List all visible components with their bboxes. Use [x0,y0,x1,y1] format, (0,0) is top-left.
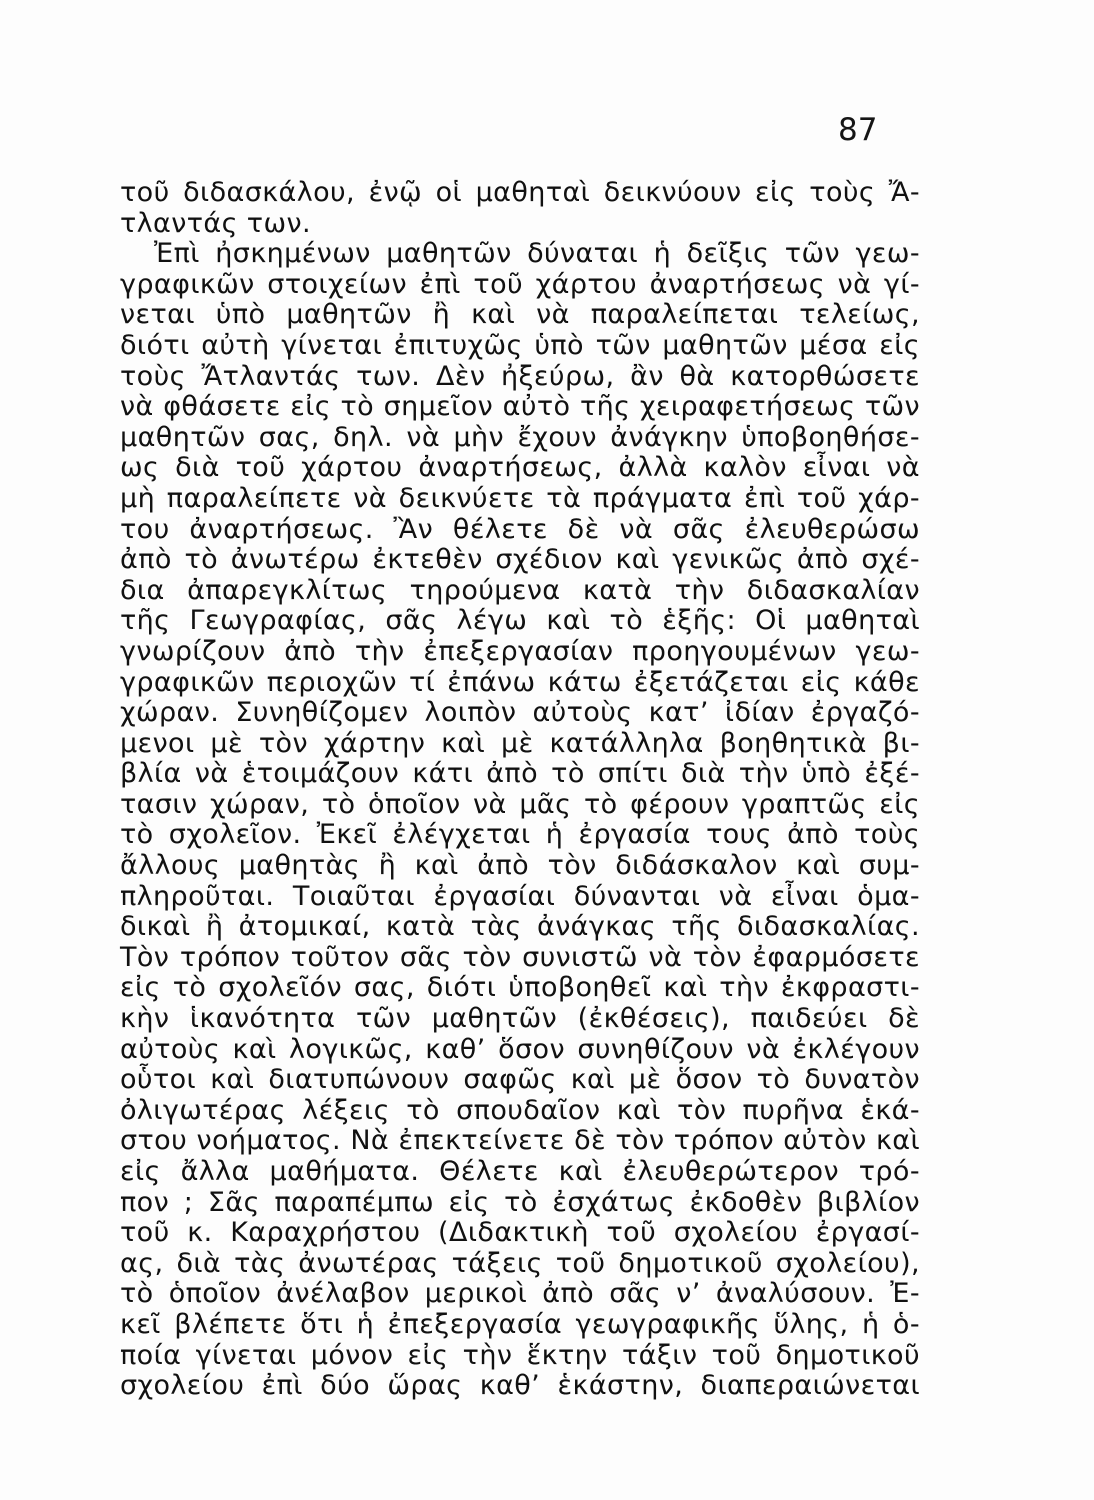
text-line: τασιν χώραν, τὸ ὁποῖον νὰ μᾶς τὸ φέρουν γραπτῶς εἰς [120,788,920,820]
text-line: δικαὶ ἢ ἀτομικαί, κατὰ τὰς ἀνάγκας τῆς διδασκαλίας. [120,911,920,943]
text-line: ως διὰ τοῦ χάρτου ἀναρτήσεως, ἀλλὰ καλὸν εἶναι νὰ [120,452,920,484]
text-line: γραφικῶν στοιχείων ἐπὶ τοῦ χάρτου ἀναρτήσεως νὰ γί- [120,268,920,300]
text-line: στου νοήματος. Νὰ ἐπεκτείνετε δὲ τὸν τρόπον αὐτὸν καὶ [120,1125,920,1157]
text-line: νεται ὑπὸ μαθητῶν ἢ καὶ νὰ παραλείπεται τελείως, [120,299,920,331]
text-line: κεῖ βλέπετε ὅτι ἡ ἐπεξεργασία γεωγραφικῆς ὕλης, ἡ ὁ- [120,1308,920,1340]
page-number: 87 [838,112,878,148]
text-line: κὴν ἱκανότητα τῶν μαθητῶν (ἐκθέσεις), παιδεύει δὲ [120,1003,920,1035]
text-line: εἰς ἄλλα μαθήματα. Θέλετε καὶ ἐλευθερώτερον τρό- [120,1156,920,1187]
text-line: Τὸν τρόπον τοῦτον σᾶς τὸν συνιστῶ νὰ τὸν ἐφαρμόσετε [120,941,920,973]
text-line: μενοι μὲ τὸν χάρτην καὶ μὲ κατάλληλα βοηθητικὰ βι- [120,727,920,759]
text-line: χώραν. Συνηθίζομεν λοιπὸν αὐτοὺς κατ’ ἰδίαν ἐργαζό- [120,697,920,729]
text-line: ἄλλους μαθητὰς ἢ καὶ ἀπὸ τὸν διδάσκαλον καὶ συμ- [120,850,920,882]
text-line: τῆς Γεωγραφίας, σᾶς λέγω καὶ τὸ ἑξῆς: Οἱ μαθηταὶ [120,605,920,637]
text-line: μὴ παραλείπετε νὰ δεικνύετε τὰ πράγματα ἐπὶ τοῦ χάρ- [120,482,920,514]
text-line: ἀπὸ τὸ ἀνωτέρω ἐκτεθὲν σχέδιον καὶ γενικῶς ἀπὸ σχέ- [120,544,920,576]
text-line: τοῦ κ. Καραχρήστου (Διδακτικὴ τοῦ σχολείου ἐργασί- [120,1217,920,1249]
text-line: βλία νὰ ἑτοιμάζουν κάτι ἀπὸ τὸ σπίτι διὰ τὴν ὑπὸ ἐξέ- [120,758,920,790]
text-line: δια ἀπαρεγκλίτως τηρούμενα κατὰ τὴν διδασκαλίαν [120,574,920,606]
text-line: τοῦ διδασκάλου, ἐνῷ οἱ μαθηταὶ δεικνύουν εἰς τοὺς Ἄ- [120,177,920,208]
text-line: τὸ σχολεῖον. Ἐκεῖ ἐλέγχεται ἡ ἐργασία τους ἀπὸ τοὺς [120,819,920,851]
text-line: Ἐπὶ ἠσκημένων μαθητῶν δύναται ἡ δεῖξις τῶν γεω- [154,238,920,270]
text-line: οὗτοι καὶ διατυπώνουν σαφῶς καὶ μὲ ὅσον τὸ δυνατὸν [120,1064,920,1096]
body-text [120,178,920,1402]
text-line: διότι αὐτὴ γίνεται ἐπιτυχῶς ὑπὸ τῶν μαθητῶν μέσα εἰς [120,329,920,361]
text-line: ποία γίνεται μόνον εἰς τὴν ἕκτην τάξιν τοῦ δημοτικοῦ [120,1339,920,1371]
text-line: του ἀναρτήσεως. Ἂν θέλετε δὲ νὰ σᾶς ἐλευθερώσω [120,513,920,545]
text-line: ας, διὰ τὰς ἀνωτέρας τάξεις τοῦ δημοτικοῦ σχολείου), [120,1247,920,1279]
text-line: μαθητῶν σας, δηλ. νὰ μὴν ἔχουν ἀνάγκην ὑποβοηθήσε- [120,421,920,453]
text-line: γνωρίζουν ἀπὸ τὴν ἐπεξεργασίαν προηγουμένων γεω- [120,635,920,667]
text-line: γραφικῶν περιοχῶν τί ἐπάνω κάτω ἐξετάζεται εἰς κάθε [120,666,920,698]
text-line: πον ; Σᾶς παραπέμπω εἰς τὸ ἐσχάτως ἐκδοθὲν βιβλίον [120,1186,920,1218]
text-line: αὐτοὺς καὶ λογικῶς, καθ’ ὅσον συνηθίζουν νὰ ἐκλέγουν [120,1033,920,1065]
text-line: νὰ φθάσετε εἰς τὸ σημεῖον αὐτὸ τῆς χειραφετήσεως τῶν [120,391,920,423]
text-line: τλαντάς των. [120,207,311,239]
text-line: σχολείου ἐπὶ δύο ὥρας καθ’ ἑκάστην, διαπεραιώνεται [120,1370,920,1402]
text-line: τοὺς Ἄτλαντάς των. Δὲν ἠξεύρω, ἂν θὰ κατορθώσετε [120,360,920,392]
text-line: ὀλιγωτέρας λέξεις τὸ σπουδαῖον καὶ τὸν πυρῆνα ἑκά- [120,1094,920,1126]
text-line: εἰς τὸ σχολεῖόν σας, διότι ὑποβοηθεῖ καὶ τὴν ἐκφραστι- [120,972,920,1004]
text-line: τὸ ὁποῖον ἀνέλαβον μερικοὶ ἀπὸ σᾶς ν’ ἀναλύσουν. Ἐ- [120,1278,920,1310]
text-line: πληροῦται. Τοιαῦται ἐργασίαι δύνανται νὰ εἶναι ὁμα- [120,880,920,912]
